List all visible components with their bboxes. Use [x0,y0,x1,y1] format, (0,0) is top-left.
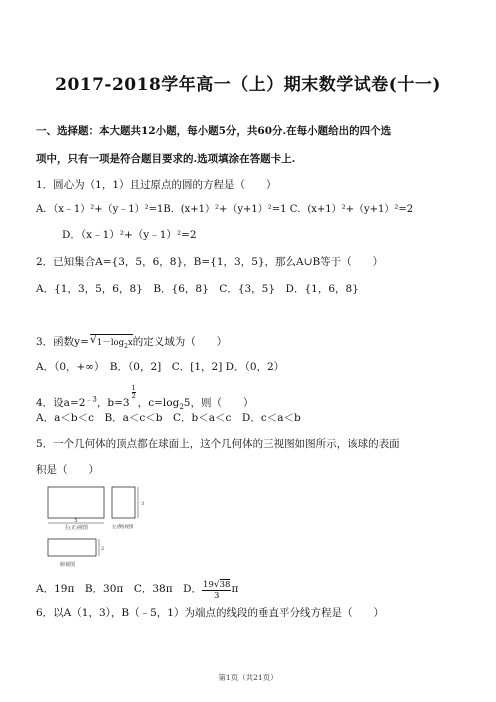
front-view-length-label: 5 [74,518,78,524]
front-view-label: 主(正)视图 [64,525,88,531]
q1-options-line2: D．（x﹣1）²+（y﹣1）²=2 [62,229,197,241]
q5-option-d-fraction [202,580,231,601]
q3-radical-sub: 2 [124,343,128,351]
side-view-label: 左(侧)视图 [112,525,134,530]
q5-option-d-denominator: 3 [214,591,220,601]
q5-options-pre: A．19π B．30π C．38π D． [36,583,203,595]
top-view-width-label: 2 [101,546,105,552]
q5-stem-line2: 积是（ ） [36,464,99,476]
page-footer: 第1页（共21页） [218,673,278,682]
q2-stem: 2．已知集合A={3，5，6，8}，B={1，3，5}，那么A∪B等于（ ） [36,256,384,268]
side-view-height-label: 3 [141,501,145,507]
q4-exp-a: ﹣3 [85,395,97,404]
front-view-rect [48,487,104,518]
q4-exp-b-den: 2 [131,392,136,400]
q5-option-d-pi: π [231,583,239,595]
q3-stem [36,334,227,354]
q4-sub-c: 2 [179,403,184,412]
q4-stem [36,385,253,414]
section-heading-line2: 项中，只有一项是符合题目要求的.选项填涂在答题卡上. [36,153,296,165]
q2-options: A．{1，3，5，6，8} B．{6，8} C．{3，5} D．{1，6，8} [36,283,359,295]
q3-stem-pre: 3．函数y= [36,336,89,348]
q3-radical-text: 1－log [96,338,125,348]
q4-exp-b [132,385,136,400]
q6-stem: 6．以A（1，3），B（﹣5，1）为端点的线段的垂直平分线方程是（ ） [36,607,384,619]
q5-option-d-numerator: 19√38 [203,580,231,590]
q3-radical: √ $1-\log_2x$ [90,334,133,354]
top-view-rect [48,539,96,556]
q5-option-d-coef: 19 [203,580,214,590]
q4-stem-a: 4．设a=2 [36,397,86,409]
three-view-figure [46,484,146,568]
top-view-label: 俯视图 [60,562,76,568]
section-heading-line1: 一、选择题：本大题共12小题，每小题5分，共60分.在每小题给出的四个选 [36,125,392,137]
q4-stem-c: ，c=log [137,397,180,409]
q1-stem: 1．圆心为（1，1）且过原点的圆的方程是（ ） [36,179,277,191]
q1-options-line1: A．（x﹣1）²+（y﹣1）²=1B．(x+1）²+（y+1）²=1 C．(x+1）²+（y+1）²=2 [36,204,414,215]
q4-exp-b-num: 1 [131,384,136,392]
q4-stem-b: ，b=3 [96,397,130,409]
q3-options: A．（0，+∞） B．（0，2] C．[1，2] D．（0，2） [36,361,285,373]
q5-stem-line1: 5．一个几何体的顶点都在球面上，这个几何体的三视图如图所示，该球的表面 [36,438,400,450]
side-view-rect [112,487,135,518]
q5-options [36,580,238,601]
q3-stem-post: 的定义域为（ ） [132,336,228,348]
exam-title: 2017-2018学年高一（上）期末数学试卷(十一) [55,75,441,95]
q5-option-d-radicand: 38 [219,580,231,590]
q4-stem-d: 5，则（ ） [183,397,254,409]
q3-radical-x: x [127,338,133,348]
q4-options: A．a＜b＜c B．a＜c＜b C．b＜a＜c D．c＜a＜b [36,412,301,424]
